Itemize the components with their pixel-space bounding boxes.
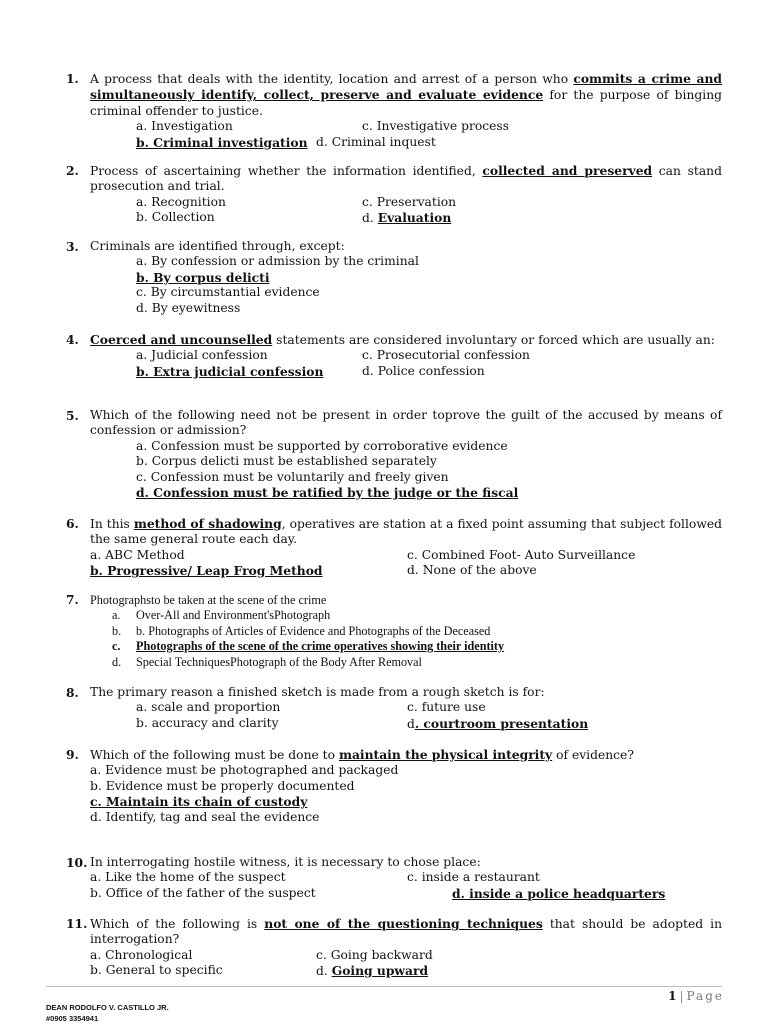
- option-c[interactable]: c. Combined Foot- Auto Surveillance: [407, 547, 636, 562]
- option-b[interactable]: b. Evidence must be properly documented: [90, 778, 355, 793]
- option-a[interactable]: a. scale and proportion: [136, 700, 281, 715]
- question-10: [66, 855, 722, 901]
- stem-text: Process of ascertaining whether the information identified,: [90, 164, 483, 178]
- question-5: [66, 408, 722, 500]
- stem-text: can stand prosecution and trial.: [90, 164, 722, 194]
- option-d[interactable]: [407, 716, 588, 732]
- question-1: [66, 71, 722, 150]
- option-c[interactable]: c. Investigative process: [362, 119, 510, 134]
- option-d[interactable]: d. None of the above: [407, 563, 537, 578]
- question-stem: [90, 855, 722, 870]
- question-stem: [90, 916, 722, 948]
- question-7: [66, 593, 722, 670]
- question-3: [66, 239, 722, 316]
- stem-text: for the purpose of binging criminal offender to justice.: [90, 88, 722, 118]
- option-a[interactable]: a. Evidence must be photographed and packaged: [90, 763, 399, 778]
- question-stem: [90, 747, 722, 763]
- option-letter: c.: [112, 639, 121, 654]
- stem-text: Criminals are identified through, except:: [90, 239, 345, 253]
- option-c[interactable]: c. Preservation: [362, 194, 457, 209]
- page-number: 1: [668, 989, 677, 1003]
- option-c[interactable]: c. Confession must be voluntarily and freely given: [136, 469, 449, 484]
- option-b[interactable]: b. Office of the father of the suspect: [90, 885, 316, 900]
- option-c[interactable]: c. inside a restaurant: [407, 870, 540, 885]
- question-number: 1.: [66, 71, 79, 86]
- stem-text: Which of the following must be done to: [90, 748, 339, 762]
- option-d[interactable]: Special TechniquesPhotograph of the Body After Removal: [136, 654, 422, 669]
- question-stem: [90, 593, 722, 608]
- option-a[interactable]: a. Recognition: [136, 194, 226, 209]
- question-number: 3.: [66, 239, 79, 254]
- option-d[interactable]: d. Police confession: [362, 363, 485, 378]
- option-b-correct-answer[interactable]: b. Extra judicial confession: [136, 363, 324, 379]
- option-b[interactable]: b. accuracy and clarity: [136, 715, 279, 730]
- stem-text: In interrogating hostile witness, it is necessary to chose place:: [90, 855, 481, 869]
- option-a[interactable]: Over-All and Environment'sPhotograph: [136, 608, 331, 623]
- question-stem: [90, 163, 722, 195]
- option-d[interactable]: d. Identify, tag and seal the evidence: [90, 809, 320, 824]
- option-d[interactable]: d. By eyewitness: [136, 300, 241, 315]
- option-b-correct-answer[interactable]: b. By corpus delicti: [136, 269, 270, 285]
- stem-text: of evidence?: [552, 748, 634, 762]
- question-number: 9.: [66, 747, 79, 762]
- stem-text: The primary reason a finished sketch is made from a rough sketch is for:: [90, 685, 545, 699]
- question-stem: [90, 516, 722, 548]
- stem-text: In this: [90, 517, 134, 531]
- option-c[interactable]: c. Going backward: [316, 947, 433, 962]
- option-b[interactable]: b. Corpus delicti must be established separately: [136, 454, 437, 469]
- option-prefix: d.: [362, 211, 378, 226]
- stem-text: statements are considered involuntary or forced which are usually an:: [272, 333, 715, 347]
- option-d-correct-answer: . courtroom presentation: [414, 715, 589, 731]
- question-9: [66, 747, 722, 825]
- question-2: [66, 163, 722, 226]
- option-d-correct-answer[interactable]: d. Confession must be ratified by the judge or the fiscal: [136, 484, 519, 500]
- question-number: 8.: [66, 685, 79, 700]
- key-phrase: collected and preserved: [482, 163, 653, 178]
- question-stem: [90, 685, 722, 700]
- page-number-footer: [668, 989, 724, 1004]
- option-prefix: d.: [316, 964, 332, 979]
- option-b[interactable]: b. General to specific: [90, 963, 223, 978]
- page-separator: |: [679, 989, 684, 1003]
- option-d[interactable]: [362, 210, 451, 226]
- stem-text: Which of the following need not be present in order toprove the guilt of the accused by means of confession or admission?: [90, 408, 722, 438]
- question-number: 6.: [66, 516, 79, 531]
- option-c-correct-answer[interactable]: c. Maintain its chain of custody: [90, 794, 308, 810]
- key-phrase: not one of the questioning techniques: [264, 916, 543, 931]
- author-name: DEAN RODOLFO V. CASTILLO JR.: [46, 1003, 169, 1012]
- key-phrase: commits a crime and simultaneously identify, collect, preserve and evaluate evidence: [90, 71, 723, 103]
- question-number: 7.: [66, 593, 79, 607]
- question-stem: [90, 408, 722, 439]
- option-a[interactable]: a. Like the home of the suspect: [90, 870, 286, 885]
- option-a[interactable]: a. Confession must be supported by corroborative evidence: [136, 438, 508, 453]
- author-contact: #0905 3354941: [46, 1014, 99, 1023]
- option-a[interactable]: a. Chronological: [90, 947, 193, 962]
- question-number: 4.: [66, 332, 79, 347]
- key-phrase: method of shadowing: [133, 516, 282, 531]
- option-a[interactable]: a. ABC Method: [90, 547, 185, 562]
- question-11: [66, 916, 722, 979]
- stem-text: Photographsto be taken at the scene of the crime: [90, 593, 327, 607]
- option-a[interactable]: a. Judicial confession: [136, 348, 268, 363]
- footer-divider: [46, 986, 722, 987]
- question-8: [66, 685, 722, 731]
- question-4: [66, 332, 722, 379]
- option-c[interactable]: c. future use: [407, 700, 486, 715]
- stem-text: that should be adopted in interrogation?: [90, 917, 722, 947]
- question-stem: [90, 239, 722, 254]
- option-b-correct-answer[interactable]: b. Progressive/ Leap Frog Method: [90, 563, 323, 579]
- option-d[interactable]: d. Criminal inquest: [316, 134, 436, 149]
- option-b[interactable]: b. Collection: [136, 210, 215, 225]
- page-label: Page: [686, 989, 724, 1003]
- option-a[interactable]: a. By confession or admission by the criminal: [136, 254, 419, 269]
- option-letter: b.: [112, 623, 122, 638]
- option-d-correct-answer: Evaluation: [377, 210, 452, 226]
- option-b-correct-answer[interactable]: b. Criminal investigation: [136, 134, 308, 150]
- question-stem: [90, 332, 722, 348]
- key-phrase: maintain the physical integrity: [338, 747, 553, 762]
- stem-text: A process that deals with the identity, location and arrest of a person who: [90, 72, 574, 86]
- question-6: [66, 516, 722, 579]
- option-letter: d.: [112, 654, 122, 669]
- option-d-correct-answer: Going upward: [331, 963, 429, 979]
- option-a[interactable]: a. Investigation: [136, 119, 233, 134]
- option-c-correct-answer[interactable]: Photographs of the scene of the crime operatives showing their identity: [136, 639, 505, 654]
- option-d-correct-answer[interactable]: d. inside a police headquarters: [452, 885, 666, 901]
- question-number: 11.: [66, 916, 88, 931]
- option-letter: a.: [112, 608, 121, 623]
- option-d[interactable]: [316, 963, 428, 979]
- question-number: 2.: [66, 163, 79, 178]
- stem-text: Which of the following is: [90, 917, 265, 931]
- question-stem: [90, 71, 722, 119]
- question-number: 5.: [66, 408, 79, 423]
- option-c[interactable]: c. Prosecutorial confession: [362, 348, 530, 363]
- option-c[interactable]: c. By circumstantial evidence: [136, 285, 320, 300]
- question-number: 10.: [66, 855, 88, 870]
- option-prefix: d: [407, 716, 415, 731]
- option-b[interactable]: b. Photographs of Articles of Evidence and Photographs of the Deceased: [136, 623, 491, 638]
- stem-text: , operatives are station at a fixed point assuming that subject followed the same general route each day.: [90, 517, 722, 547]
- key-phrase: Coerced and uncounselled: [90, 332, 273, 347]
